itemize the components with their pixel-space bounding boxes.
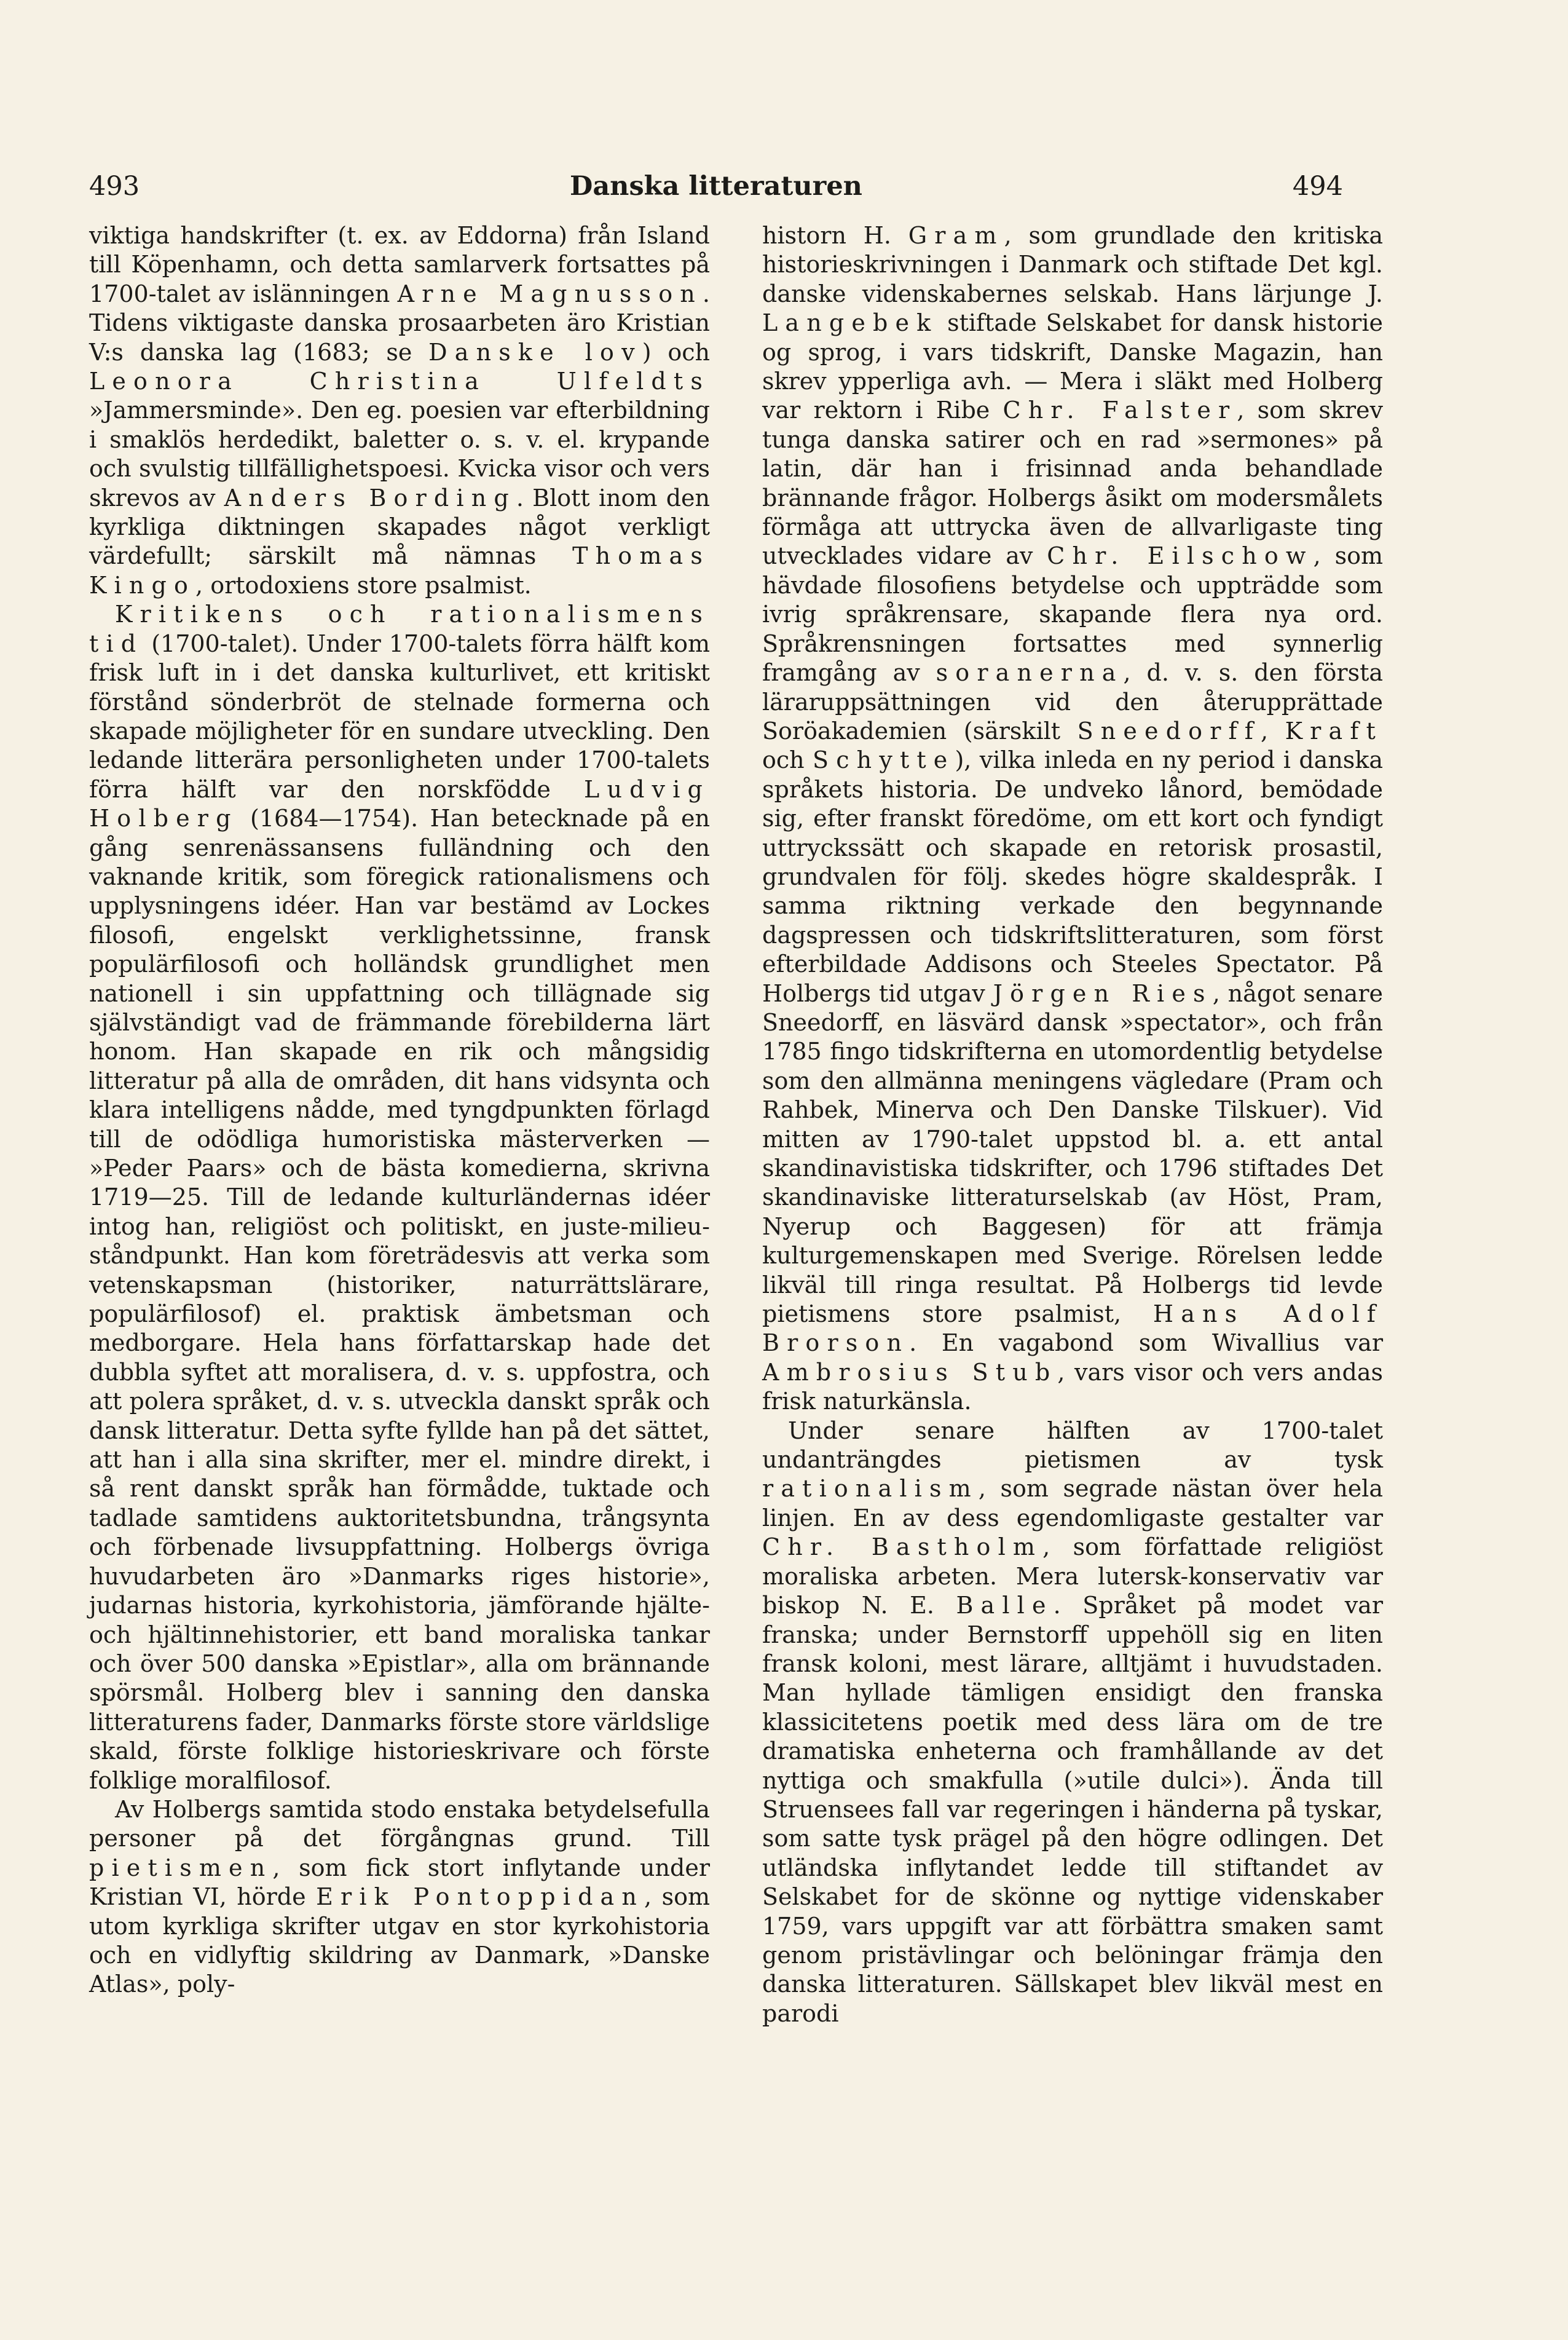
page-number-right: 494	[1292, 171, 1343, 202]
name-gram: Gram	[908, 222, 1004, 249]
paragraph	[89, 1795, 710, 1999]
text-run: , som författade religiöst moraliska arbeten. Mera lutersk-konservativ var biskop N. E.	[762, 1533, 1384, 1619]
text-run: , något senare Sneedorff, en läsvärd dansk »spectator», och från 1785 fingo tidskrifterna en utomordentlig betydelse som den allmänna meningens vägledare (Pram och Rahbek, Minerva och Den Danske Tilskuer). Vid mitten av 1790-talet uppstod bl. a. ett antal skandinavistiska tidskrifter, och 1796 stiftades Det skandinaviske litteraturselskab (av Höst, Pram, Nyerup och Baggesen) för att främja kulturgemenskapen med Sverige. Rörelsen ledde likväl till ringa resultat. På Holbergs tid levde pietismens store psalmist,	[762, 979, 1383, 1328]
text-run: , vars visor och vers andas frisk naturkänsla.	[762, 1358, 1383, 1415]
name-erik-pontoppidan: Erik Pontoppidan	[316, 1883, 645, 1911]
name-ludvig-holberg: Ludvig Holberg	[89, 775, 710, 832]
name-anders-bording: Anders Bording	[224, 484, 516, 512]
paragraph	[762, 221, 1383, 1417]
name-hans-adolf-brorson: Hans Adolf Brorson	[762, 1300, 1384, 1357]
text-run: , som utom kyrkliga skrifter utgav en stor kyrkohistoria och en vidlyftig skildring av Danmark, »Danske Atlas», poly-	[89, 1883, 710, 1998]
text-run: (1700-talet). Under 1700-talets förra hälft kom frisk luft in i det danska kulturlivet, ett kritiskt förstånd sönderbröt de stelnade formerna och skapade möjligheter för en sundare utveckling. Den ledande litterära personligheten under 1700-talets förra hälft var den norskfödde	[89, 630, 710, 803]
name-balle: Balle	[956, 1592, 1054, 1619]
text-run: (1684—1754). Han betecknade på en gång senrenässansens fulländning och den vaknande kritik, som föregick rationalismens och upplysningens idéer. Han var bestämd av Lockes filosofi, engelskt verklighetssinne, fransk populärfilosofi och holländsk grundlighet men nationell i sin uppfattning och tillägnade sig självständigt vad de främmande förebilderna lärt honom. Han skapade en rik och mångsidig litteratur på alla de områden, dit hans vidsynta och klara intelligens nådde, med tyngdpunkten förlagd till de odödliga humoristiska mästerverken — »Peder Paars» och de bästa komedierna, skrivna 1719—25. Till de ledande kulturländernas idéer intog han, religiöst och politiskt, en juste-milieu-ståndpunkt. Han kom företrädesvis att verka som vetenskapsman (historiker, naturrättslärare, populärfilosof) el. praktisk ämbetsman och medborgare. Hela hans författarskap hade det dubbla syftet att moralisera, d. v. s. uppfostra, och att polera språket, d. v. s. utveckla danskt språk och dansk litteratur. Detta syfte fyllde han på det sättet, att han i alla sina skrifter, mer el. mindre direkt, i så rent danskt språk han förmådde, tuktade och tadlade samtidens auktoritetsbundna, trångsynta och förbenade livsuppfattning. Holbergs övriga huvudarbeten äro »Danmarks riges historie», judarnas historia, kyrkohistoria, jämförande hjälte- och hjältinnehistorier, ett band moraliska tankar och över 500 danska »Epistlar», alla om brännande spörsmål. Holberg blev i sanning den danska litteraturens fader, Danmarks förste store världslige skald, förste folklige historieskrivare och förste folklige moralfilosof.	[89, 805, 710, 1794]
term-pietismen: pietismen	[89, 1854, 273, 1881]
name-arne-magnusson: Arne Magnusson	[397, 280, 703, 307]
text-run: stiftade Selskabet for dansk historie og sprog, i vars tidskrift, Danske Magazin, han skrev ypperliga avh. — Mera i släkt med Holberg var rektorn i Ribe	[762, 309, 1383, 424]
text-run: . En vagabond som Wivallius var	[909, 1329, 1383, 1357]
text-column-left	[89, 221, 710, 1999]
text-run: »Jammersminde». Den eg. poesien var efterbildning i smaklös herdedikt, baletter o. s. v. el. krypande och svulstig tillfällighetspoesi. Kvicka visor och vers skrevos av	[89, 397, 710, 512]
name-kraft: Kraft	[1285, 717, 1383, 745]
term-rationalism: rationalism	[762, 1475, 979, 1503]
page-header	[89, 171, 1343, 208]
text-run: och	[762, 746, 813, 774]
text-run: Av Holbergs samtida stodo enstaka betydelsefulla personer på det förgångnas grund. Till	[89, 1795, 710, 1852]
name-schytte: Schytte	[813, 746, 955, 774]
text-run: viktiga handskrifter (t. ex. av Eddorna) från Island till Köpenhamn, och detta samlarverk fortsattes på 1700-talet av islänningen	[89, 222, 710, 307]
term-soranerna: soranerna	[936, 659, 1124, 687]
text-run: ), vilka inleda en ny period i danska språkets historia. De undveko lånord, bemödade sig, efter franskt föredöme, om ett kort och fyndigt uttryckssätt och skapade en retorisk prosastil, grundvalen för följ. skedes högre skaldespråk. I samma riktning verkade den begynnande dagspressen och tidskriftslitteraturen, som först efterbildade Addisons och Steeles Spectator. På Holbergs tid utgav	[762, 746, 1383, 1007]
page-number-left: 493	[89, 171, 140, 202]
name-chr-eilschow: Chr. Eilschow	[1047, 542, 1314, 570]
name-leonora-christina-ulfeldt: Leonora Christina Ulfeldts	[89, 368, 710, 395]
text-run: , som grundlade den kritiska historieskrivningen i Danmark och stiftade Det kgl. danske videnskabernes selskab. Hans lärjunge J.	[762, 222, 1383, 307]
text-run: historn H.	[762, 222, 908, 249]
paragraph	[89, 600, 710, 1795]
name-chr-falster: Chr. Falster	[1003, 397, 1237, 424]
text-run: , som fick stort inflytande under Kristian VI, hörde	[89, 1854, 710, 1911]
text-run: , som skrev tunga danska satirer och en rad »sermones» på latin, där han i frisinnad anda behandlade brännande frågor. Holbergs åsikt om modersmålets förmåga att uttrycka även de allvarligaste ting utvecklades vidare av	[762, 397, 1383, 570]
name-jorgen-ries: Jörgen Ries	[993, 979, 1213, 1007]
name-sneedorff: Sneedorff	[1077, 717, 1261, 745]
text-run: ) och	[642, 338, 710, 366]
running-title: Danska litteraturen	[570, 171, 862, 202]
section-heading-kritikens-tid: Kritikens och rationalismens tid	[89, 601, 710, 657]
paragraph	[762, 1417, 1383, 2029]
title-danske-lov: Danske lov	[428, 338, 642, 366]
text-run: , som hävdade filosofiens betydelse och uppträdde som ivrig språkrensare, skapande flera nya ord. Språkrensningen fortsattes med synnerlig framgång av	[762, 542, 1384, 687]
name-chr-bastholm: Chr. Bastholm	[762, 1533, 1043, 1561]
text-run: , ortodoxiens store psalmist.	[195, 571, 532, 599]
text-run: . Blott inom den kyrkliga diktningen skapades något verkligt värdefullt; särskilt må nämnas	[89, 484, 710, 570]
text-run: , som segrade nästan över hela linjen. En av dess egendomligaste gestalter var	[762, 1475, 1383, 1532]
text-run: Under senare hälften av 1700-talet undanträngdes pietismen av tysk	[762, 1417, 1383, 1474]
text-run: ,	[1261, 717, 1285, 745]
text-column-right	[762, 221, 1383, 2028]
text-run: . Tidens viktigaste danska prosaarbeten äro Kristian V:s danska lag (1683; se	[89, 280, 710, 366]
name-ambrosius-stub: Ambrosius Stub	[762, 1358, 1058, 1386]
paragraph	[89, 221, 710, 600]
text-run: . Språket på modet var franska; under Bernstorff uppehöll sig en liten fransk koloni, mest lärare, alltjämt i huvudstaden. Man hyllade tämligen ensidigt den franska klassicitetens poetik med dess lära om de tre dramatiska enheterna och framhållande av det nyttiga och smakfulla (»utile dulci»). Ända till Struensees fall var regeringen i händerna på tyskar, som satte tysk prägel på den högre odlingen. Det utländska inflytandet ledde till stiftandet av Selskabet for de skönne og nyttige videnskaber 1759, vars uppgift var att förbättra smaken samt genom pristävlingar och belöningar främja den danska litteraturen. Sällskapet blev likväl mest en parodi	[762, 1592, 1384, 2027]
text-run: , d. v. s. den första läraruppsättningen vid den återupprättade Soröakademien (särskilt	[762, 659, 1383, 745]
name-langebek: Langebek	[762, 309, 939, 337]
name-thomas-kingo: Thomas Kingo	[89, 542, 710, 599]
